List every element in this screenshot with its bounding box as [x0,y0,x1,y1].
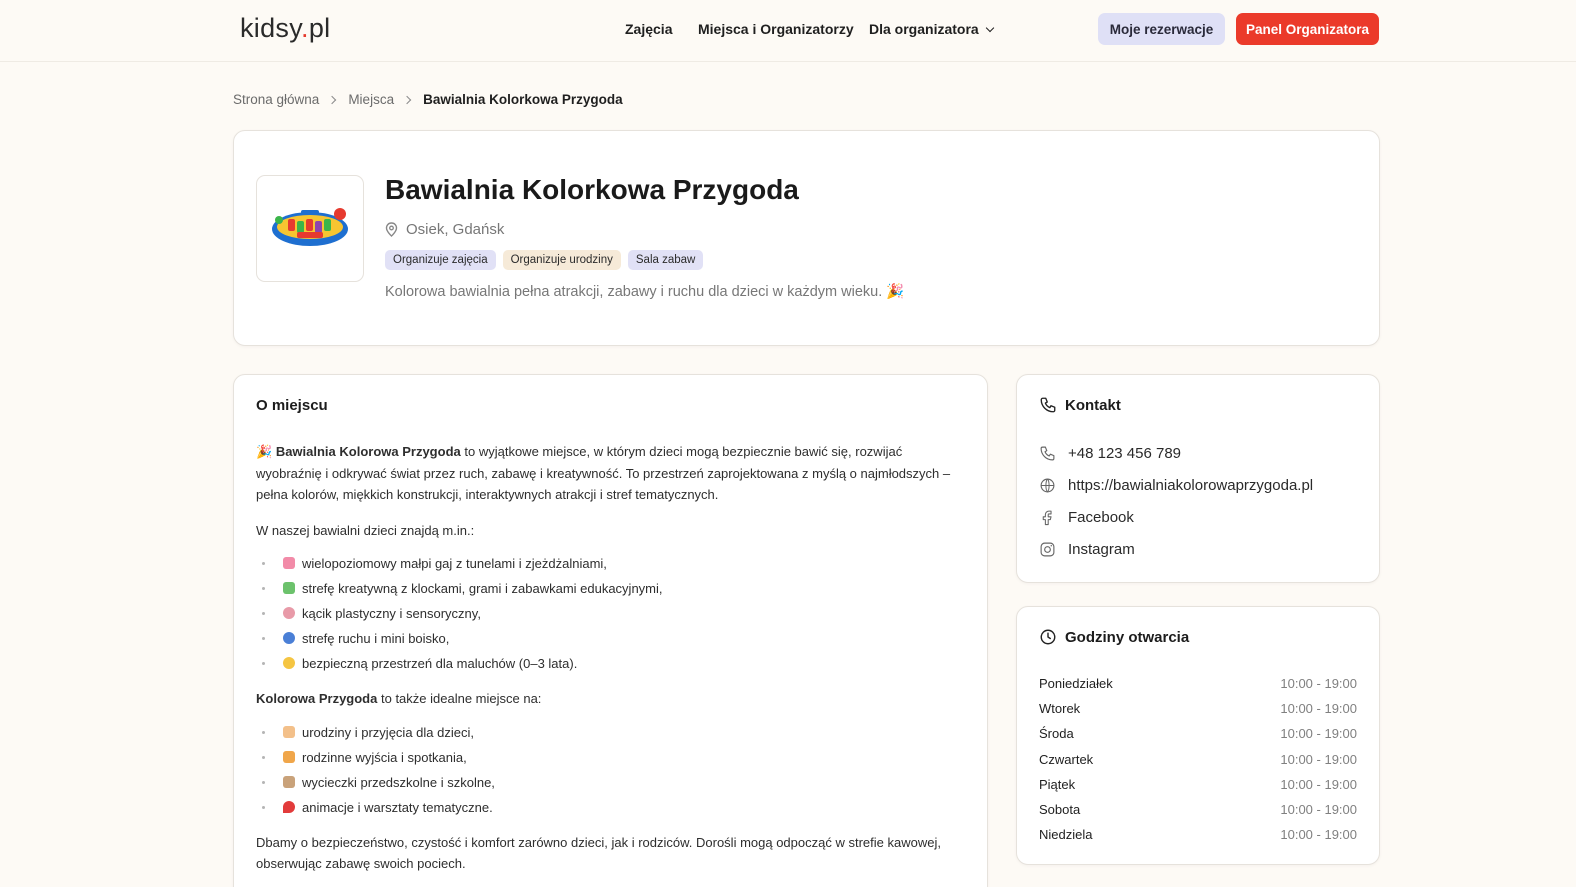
list-item [256,576,971,601]
breadcrumb-places[interactable]: Miejsca [348,92,395,107]
hours-row [1039,701,1357,716]
about-intro-bold: Bawialnia Kolorowa Przygoda [275,444,461,459]
nav-for-organizer[interactable] [869,21,993,37]
list-item [256,551,971,576]
globe-icon [1039,477,1056,494]
attractions-list [256,551,971,676]
hours-row [1039,777,1357,792]
hours-row [1039,827,1357,842]
page-title: Bawialnia Kolorkowa Przygoda [385,174,799,205]
logo-tld: pl [308,13,331,43]
contact-facebook[interactable] [1039,509,1134,526]
site-logo[interactable] [240,13,330,44]
baby-icon [283,657,295,669]
list-item-text: wielopoziomowy małpi gaj z tunelami i zjeżdżalniami, [302,556,607,571]
puzzle-icon [283,582,295,594]
family-icon [283,751,295,763]
list-item-text: strefę ruchu i mini boisko, [302,631,450,646]
hours-time: 10:00 - 19:00 [1280,726,1357,741]
list-item [256,795,971,820]
list-item [256,601,971,626]
balloon-icon [283,801,295,813]
about-card [233,374,988,887]
hours-day: Czwartek [1039,752,1094,767]
facebook-icon [1039,509,1056,526]
list-item-text: animacje i warsztaty tematyczne. [302,799,493,815]
list-item [256,720,971,745]
list-item-text: kącik plastyczny i sensoryczny, [302,606,481,621]
about-closing: Dbamy o bezpieczeństwo, czystość i komfort zarówno dzieci, jak i rodziców. Dorośli mogą odpocząć w strefie kawowej, obserwując zabawę swoich pociech. [256,834,941,871]
list-item-text: wycieczki przedszkolne i szkolne, [302,774,495,790]
chevron-right-icon [328,95,336,103]
about-list1-intro: W naszej bawialni dzieci znajdą m.in.: [256,522,475,538]
list-item-text: rodzinne wyjścia i spotkania, [302,749,467,765]
list-item [256,770,971,795]
nav-classes[interactable]: Zajęcia [625,21,673,37]
about-title: O miejscu [256,397,328,414]
place-tags [385,250,703,270]
contact-phone[interactable] [1039,445,1181,462]
organizer-panel-button[interactable]: Panel Organizatora [1236,13,1379,45]
breadcrumb-home[interactable]: Strona główna [233,92,320,107]
hours-day: Środa [1039,726,1074,741]
hours-row [1039,752,1357,767]
opening-hours-title-text: Godziny otwarcia [1065,628,1190,646]
opening-hours-title [1039,628,1189,646]
list-item-text: strefę kreatywną z klockami, grami i zabawkami edukacyjnymi, [302,581,663,596]
logo-text: kidsy [240,13,302,43]
contact-website[interactable] [1039,477,1313,494]
tag-playroom: Sala zabaw [628,250,703,270]
contact-phone-text: +48 123 456 789 [1068,445,1182,462]
ball-icon [283,632,295,644]
place-logo-image [257,176,363,281]
contact-card [1016,374,1380,583]
hours-time: 10:00 - 19:00 [1280,676,1357,691]
opening-hours-card [1016,606,1380,865]
hours-row [1039,676,1357,691]
hours-day: Niedziela [1039,827,1093,842]
contact-title-text: Kontakt [1065,396,1121,414]
breadcrumb [233,92,623,107]
contact-instagram[interactable] [1039,541,1135,558]
nav-places[interactable]: Miejsca i Organizatorzy [698,21,854,37]
logo-dot: . [301,13,309,43]
hours-row [1039,802,1357,817]
list-item-text: bezpieczną przestrzeń dla maluchów (0–3 lata). [302,656,578,671]
place-logo [256,175,364,282]
top-bar [0,0,1576,62]
school-icon [283,776,295,788]
hours-day: Wtorek [1039,701,1081,716]
about-list2-intro [256,688,971,710]
phone-icon [1039,396,1057,414]
phone-icon [1039,445,1056,462]
place-location [385,221,504,238]
about-intro: 🎉 Bawialnia Kolorowa Przygoda to wyjątkowe miejsce, w którym dzieci mogą bezpiecznie bawić się, rozwijać wyobraźnię i odkrywać świat przez ruch, zabawę i kreatywność. To przestrzeń zaprojektowana z myślą o najmłodszych – pełna kolorów, miękkich konstrukcji, interaktywnych atrakcji i stref tematycznych. [256,444,951,502]
cake-icon [283,726,295,738]
tag-classes: Organizuje zajęcia [385,250,496,270]
chevron-right-icon [403,95,411,103]
place-location-text: Osiek, Gdańsk [406,221,505,238]
hours-day: Sobota [1039,802,1081,817]
clock-icon [1039,628,1057,646]
nav-for-organizer-label: Dla organizatora [869,21,979,37]
slide-icon [283,557,295,569]
chevron-down-icon [985,24,993,32]
palette-icon [283,607,295,619]
hours-time: 10:00 - 19:00 [1280,827,1357,842]
contact-instagram-text: Instagram [1068,541,1135,558]
about-list2-intro-text: to także idealne miejsce na: [380,691,542,706]
about-intro-text: to wyjątkowe miejsce, w którym dzieci mogą bezpiecznie bawić się, rozwijać wyobraźnię i odkrywać świat przez ruch, zabawę i kreatywność. To przestrzeń zaprojektowana z myślą o najmłodszych – pełna kolorów, miękkich konstrukcji, interaktywnych atrakcji i stref tematycznych. [256,444,951,502]
contact-website-text: https://bawialniakolorowaprzygoda.pl [1068,477,1314,494]
contact-facebook-text: Facebook [1068,509,1134,526]
hours-day: Poniedziałek [1039,676,1113,691]
hours-time: 10:00 - 19:00 [1280,802,1357,817]
list-item-text: urodziny i przyjęcia dla dzieci, [302,724,474,740]
occasions-list [256,720,971,820]
hours-day: Piątek [1039,777,1076,792]
about-body [256,441,971,887]
contact-title [1039,396,1121,414]
instagram-icon [1039,541,1056,558]
hours-time: 10:00 - 19:00 [1280,752,1357,767]
list-item [256,626,971,651]
hours-time: 10:00 - 19:00 [1280,777,1357,792]
list-item [256,651,971,676]
breadcrumb-current: Bawialnia Kolorkowa Przygoda [423,92,623,107]
place-header-card [233,130,1380,346]
my-reservations-button[interactable]: Moje rezerwacje [1098,13,1225,45]
hours-row [1039,726,1357,741]
about-list2-intro-bold: Kolorowa Przygoda [256,691,378,706]
tag-birthdays: Organizuje urodziny [503,250,621,270]
place-short-description: Kolorowa bawialnia pełna atrakcji, zabawy i ruchu dla dzieci w każdym wieku. 🎉 [385,284,905,300]
hours-time: 10:00 - 19:00 [1280,701,1357,716]
map-pin-icon [385,222,398,237]
list-item [256,745,971,770]
